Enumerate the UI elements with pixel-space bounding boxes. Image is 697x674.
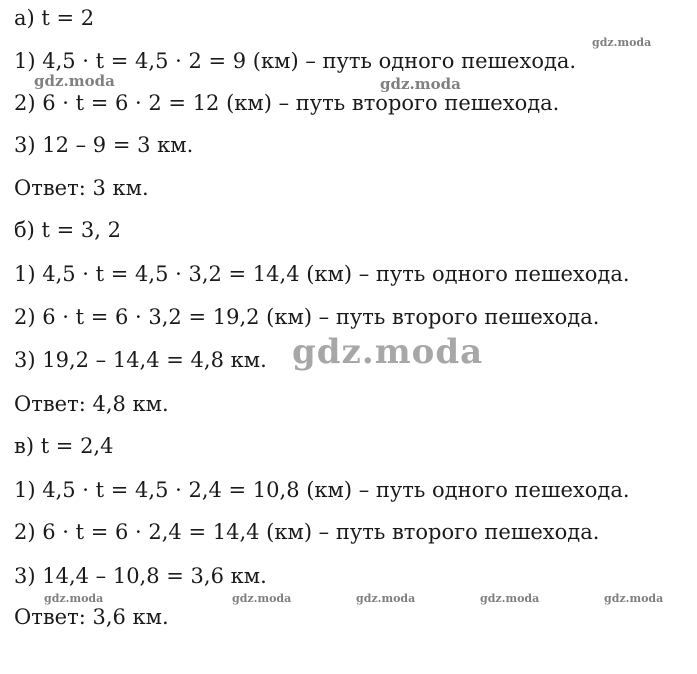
- part-a-step-1: 1) 4,5 · t = 4,5 · 2 = 9 (км) – путь одного пешехода.: [14, 49, 577, 73]
- watermark-logo: gdz.moda: [480, 592, 540, 605]
- watermark-logo: gdz.moda: [34, 72, 115, 90]
- part-b-step-1: 1) 4,5 · t = 4,5 · 3,2 = 14,4 (км) – путь одного пешехода.: [14, 262, 630, 286]
- part-b-step-2: 2) 6 · t = 6 · 3,2 = 19,2 (км) – путь второго пешехода.: [14, 305, 600, 329]
- watermark-logo: gdz.moda: [232, 592, 292, 605]
- part-b-step-3: 3) 19,2 – 14,4 = 4,8 км.: [14, 348, 267, 372]
- watermark-logo: gdz.moda: [292, 332, 484, 372]
- watermark-logo: gdz.moda: [380, 75, 461, 93]
- watermark-logo: gdz.moda: [44, 592, 104, 605]
- part-a-heading: а) t = 2: [14, 6, 95, 30]
- part-a-answer: Ответ: 3 км.: [14, 176, 149, 200]
- part-c-step-2: 2) 6 · t = 6 · 2,4 = 14,4 (км) – путь второго пешехода.: [14, 520, 600, 544]
- part-a-step-3: 3) 12 – 9 = 3 км.: [14, 133, 194, 157]
- part-b-heading: б) t = 3, 2: [14, 218, 121, 242]
- part-a-step-2: 2) 6 · t = 6 · 2 = 12 (км) – путь второго пешехода.: [14, 91, 560, 115]
- part-c-answer: Ответ: 3,6 км.: [14, 605, 169, 629]
- part-c-step-1: 1) 4,5 · t = 4,5 · 2,4 = 10,8 (км) – путь одного пешехода.: [14, 478, 630, 502]
- part-c-heading: в) t = 2,4: [14, 434, 114, 458]
- part-b-answer: Ответ: 4,8 км.: [14, 392, 169, 416]
- part-c-step-3: 3) 14,4 – 10,8 = 3,6 км.: [14, 564, 267, 588]
- watermark-logo: gdz.moda: [592, 36, 652, 49]
- watermark-logo: gdz.moda: [604, 592, 664, 605]
- watermark-logo: gdz.moda: [356, 592, 416, 605]
